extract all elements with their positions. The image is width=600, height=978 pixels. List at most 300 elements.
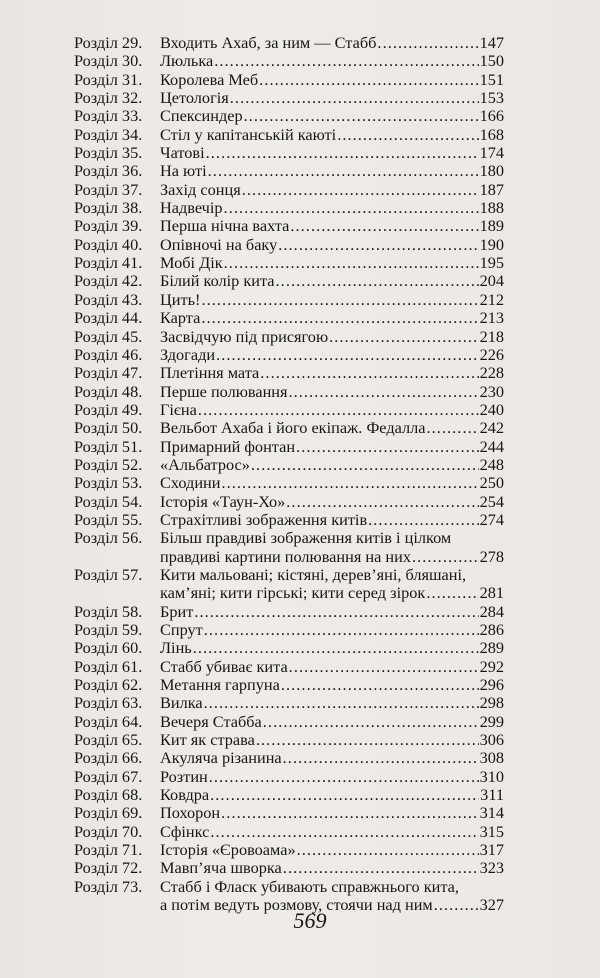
chapter-number: Розділ 35. <box>74 143 143 163</box>
chapter-number: Розділ 70. <box>74 821 143 841</box>
chapter-title-block <box>160 181 504 199</box>
chapter-title-line <box>160 676 504 694</box>
chapter-number: Розділ 45. <box>74 326 143 346</box>
chapter-title: Страхітливі зображення китів <box>160 509 368 529</box>
chapter-title-line <box>160 254 504 272</box>
chapter-page: 168 <box>479 124 504 144</box>
chapter-title-block <box>160 768 504 786</box>
toc-entry <box>74 309 504 327</box>
chapter-number: Розділ 53. <box>74 473 143 493</box>
chapter-page: 281 <box>479 583 504 603</box>
chapter-title-line <box>160 272 504 290</box>
chapter-title: Акуляча різанина <box>160 748 282 768</box>
chapter-page: 284 <box>479 601 504 621</box>
chapter-page: 195 <box>479 253 504 273</box>
toc-entry <box>74 603 504 621</box>
chapter-title-block <box>160 126 504 144</box>
chapter-title-line <box>160 71 504 89</box>
chapter-title-line <box>160 328 504 346</box>
chapter-title-line <box>160 768 504 786</box>
chapter-title: Більш правдиві зображення китів і цілком <box>160 528 452 548</box>
chapter-number: Розділ 36. <box>74 161 143 181</box>
dot-leader <box>242 181 479 199</box>
toc-entry <box>74 859 504 877</box>
chapter-page: 189 <box>479 216 504 236</box>
dot-leader <box>201 291 478 309</box>
chapter-title-block <box>160 713 504 731</box>
chapter-page: 147 <box>479 33 504 52</box>
toc-entry <box>74 804 504 822</box>
chapter-number: Розділ 66. <box>74 748 143 768</box>
chapter-title: Сходини <box>160 473 221 493</box>
chapter-page: 213 <box>479 308 504 328</box>
chapter-title-block <box>160 493 504 511</box>
chapter-number: Розділ 57. <box>74 564 143 584</box>
chapter-title-block <box>160 162 504 180</box>
dot-leader <box>283 749 479 767</box>
chapter-title-line <box>160 107 504 125</box>
chapter-title-line <box>160 364 504 382</box>
chapter-title: а потім ведуть розмову, стоячи над ним <box>160 895 433 915</box>
toc-entry <box>74 639 504 657</box>
toc-entry <box>74 328 504 346</box>
chapter-page: 298 <box>479 693 504 713</box>
dot-leader <box>198 401 479 419</box>
chapter-title-block <box>160 272 504 290</box>
chapter-title-line <box>160 493 504 511</box>
chapter-title: Історія «Єровоама» <box>160 840 296 860</box>
chapter-title-line <box>160 548 504 566</box>
chapter-title-line <box>160 89 504 107</box>
chapter-title-line <box>160 474 504 492</box>
chapter-page: 228 <box>479 363 504 383</box>
toc-entry <box>74 419 504 437</box>
chapter-page: 166 <box>479 106 504 126</box>
chapter-title-line <box>160 438 504 456</box>
chapter-title-line <box>160 566 504 584</box>
chapter-title-block <box>160 566 504 603</box>
toc-entry <box>74 364 504 382</box>
chapter-title: Кити мальовані; кістяні, дерев’яні, бляшані, <box>160 564 467 584</box>
chapter-title: Брит <box>160 601 194 621</box>
chapter-title: Білий колір кита <box>160 271 275 291</box>
chapter-title-line <box>160 511 504 529</box>
chapter-page: 286 <box>479 620 504 639</box>
dot-leader <box>283 859 479 877</box>
chapter-title-block <box>160 254 504 272</box>
chapter-number: Розділ 56. <box>74 528 143 548</box>
chapter-title-block <box>160 786 504 804</box>
chapter-number: Розділ 64. <box>74 711 143 731</box>
chapter-title-block <box>160 474 504 492</box>
chapter-title: «Альбатрос» <box>160 454 250 474</box>
chapter-title-block <box>160 217 504 235</box>
toc-entry <box>74 272 504 290</box>
dot-leader <box>216 346 479 364</box>
toc-entry <box>74 236 504 254</box>
dot-leader <box>276 272 479 290</box>
toc-entry <box>74 346 504 364</box>
toc-entry <box>74 511 504 529</box>
dot-leader <box>278 236 478 254</box>
toc-entry <box>74 144 504 162</box>
chapter-page: 308 <box>479 748 504 768</box>
chapter-number: Розділ 30. <box>74 51 143 71</box>
chapter-number: Розділ 38. <box>74 198 143 218</box>
chapter-page: 296 <box>479 675 504 695</box>
chapter-title-line <box>160 694 504 712</box>
chapter-title-block <box>160 199 504 217</box>
chapter-number: Розділ 43. <box>74 289 143 309</box>
toc-entry <box>74 529 504 566</box>
chapter-page: 240 <box>479 399 504 419</box>
chapter-title: Примарний фонтан <box>160 436 296 456</box>
chapter-title-block <box>160 529 504 566</box>
chapter-number: Розділ 63. <box>74 693 143 713</box>
dot-leader <box>209 768 479 786</box>
chapter-title-block <box>160 621 504 639</box>
chapter-number: Розділ 52. <box>74 454 143 474</box>
dot-leader <box>296 438 479 456</box>
chapter-title: Перше полювання <box>160 381 288 401</box>
chapter-title: Вельбот Ахаба і його екіпаж. Федалла <box>160 418 426 438</box>
chapter-number: Розділ 62. <box>74 675 143 695</box>
chapter-title: Цетологія <box>160 88 229 108</box>
chapter-title-block <box>160 89 504 107</box>
dot-leader <box>204 621 479 639</box>
chapter-title-block <box>160 309 504 327</box>
dot-leader <box>297 841 479 859</box>
toc-entry <box>74 126 504 144</box>
chapter-number: Розділ 65. <box>74 730 143 750</box>
chapter-title-line <box>160 144 504 162</box>
chapter-title-line <box>160 749 504 767</box>
chapter-title-line <box>160 878 504 896</box>
dot-leader <box>230 89 479 107</box>
chapter-title: Ковдра <box>160 785 210 805</box>
chapter-number: Розділ 44. <box>74 308 143 328</box>
toc-entry <box>74 658 504 676</box>
chapter-title-line <box>160 291 504 309</box>
chapter-title-block <box>160 401 504 419</box>
toc-entry <box>74 694 504 712</box>
chapter-title-line <box>160 584 504 602</box>
chapter-title-line <box>160 162 504 180</box>
chapter-title: Мобі Дік <box>160 253 223 273</box>
dot-leader <box>368 511 478 529</box>
toc-entry <box>74 749 504 767</box>
dot-leader <box>206 144 479 162</box>
dot-leader <box>426 419 478 437</box>
chapter-title: Здогади <box>160 344 216 364</box>
dot-leader <box>337 126 478 144</box>
dot-leader <box>221 474 478 492</box>
chapter-title: Стабб убиває кита <box>160 656 288 676</box>
chapter-title-line <box>160 181 504 199</box>
chapter-title-line <box>160 786 504 804</box>
toc-entry <box>74 89 504 107</box>
chapter-page: 244 <box>479 436 504 456</box>
chapter-page: 317 <box>479 840 504 860</box>
toc-entry <box>74 199 504 217</box>
chapter-page: 310 <box>479 766 504 786</box>
chapter-number: Розділ 69. <box>74 803 143 823</box>
page-number: 569 <box>293 908 327 933</box>
dot-leader <box>210 786 479 804</box>
chapter-number: Розділ 37. <box>74 179 143 199</box>
toc-entry <box>74 291 504 309</box>
chapter-title-line <box>160 456 504 474</box>
chapter-title-line <box>160 383 504 401</box>
chapter-page: 242 <box>479 418 504 438</box>
dot-leader <box>256 731 479 749</box>
table-of-contents <box>74 34 504 915</box>
chapter-page: 187 <box>479 179 504 199</box>
chapter-title: Спексиндер <box>160 106 243 126</box>
chapter-title: Розтин <box>160 766 208 786</box>
dot-leader <box>377 34 478 52</box>
chapter-title-line <box>160 841 504 859</box>
chapter-title-block <box>160 107 504 125</box>
dot-leader <box>201 309 478 327</box>
chapter-page: 292 <box>479 656 504 676</box>
chapter-title-block <box>160 694 504 712</box>
chapter-title-line <box>160 603 504 621</box>
chapter-title-block <box>160 603 504 621</box>
chapter-title-block <box>160 438 504 456</box>
toc-entry <box>74 493 504 511</box>
toc-entry <box>74 438 504 456</box>
chapter-title: Метання гарпуна <box>160 675 280 695</box>
chapter-title-block <box>160 639 504 657</box>
chapter-title: Королева Меб <box>160 69 259 89</box>
chapter-page: 150 <box>479 51 504 71</box>
chapter-title: Стіл у капітанській каюті <box>160 124 337 144</box>
toc-entry <box>74 621 504 639</box>
chapter-number: Розділ 42. <box>74 271 143 291</box>
chapter-title: Гієна <box>160 399 197 419</box>
chapter-number: Розділ 47. <box>74 363 143 383</box>
chapter-title-block <box>160 144 504 162</box>
chapter-title-line <box>160 823 504 841</box>
chapter-title-block <box>160 804 504 822</box>
chapter-number: Розділ 68. <box>74 785 143 805</box>
toc-entry <box>74 52 504 70</box>
toc-entry <box>74 768 504 786</box>
dot-leader <box>289 658 479 676</box>
chapter-page: 188 <box>479 198 504 218</box>
chapter-title-line <box>160 621 504 639</box>
chapter-page: 314 <box>479 803 504 823</box>
toc-entry <box>74 34 504 52</box>
dot-leader <box>224 199 479 217</box>
chapter-title-block <box>160 676 504 694</box>
chapter-title: Захід сонця <box>160 179 241 199</box>
chapter-number: Розділ 50. <box>74 418 143 438</box>
chapter-title: Вечеря Стабба <box>160 711 262 731</box>
toc-entry <box>74 731 504 749</box>
chapter-page: 218 <box>479 326 504 346</box>
chapter-number: Розділ 39. <box>74 216 143 236</box>
chapter-title: кам’яні; кити гірські; кити серед зірок <box>160 583 426 603</box>
chapter-title: Плетіння мата <box>160 363 260 383</box>
chapter-title-block <box>160 328 504 346</box>
chapter-title-block <box>160 34 504 52</box>
chapter-title-block <box>160 364 504 382</box>
chapter-number: Розділ 60. <box>74 638 143 658</box>
chapter-page: 311 <box>480 785 504 805</box>
chapter-title: Кит як страва <box>160 730 255 750</box>
chapter-number: Розділ 51. <box>74 436 143 456</box>
chapter-number: Розділ 61. <box>74 656 143 676</box>
dot-leader <box>290 217 478 235</box>
toc-entry <box>74 162 504 180</box>
chapter-title: Вилка <box>160 693 203 713</box>
chapter-title-line <box>160 713 504 731</box>
chapter-title-block <box>160 383 504 401</box>
chapter-page: 174 <box>479 143 504 163</box>
chapter-number: Розділ 41. <box>74 253 143 273</box>
chapter-page: 289 <box>479 638 504 658</box>
chapter-title-line <box>160 639 504 657</box>
dot-leader <box>251 456 479 474</box>
toc-entry <box>74 401 504 419</box>
chapter-title-line <box>160 658 504 676</box>
toc-entry <box>74 786 504 804</box>
chapter-title-line <box>160 401 504 419</box>
chapter-title: Карта <box>160 308 201 328</box>
chapter-title: Опівночі на баку <box>160 234 278 254</box>
chapter-title-block <box>160 511 504 529</box>
chapter-number: Розділ 55. <box>74 509 143 529</box>
chapter-page: 250 <box>479 473 504 493</box>
chapter-title: Стабб і Фласк убивають справжнього кита, <box>160 876 459 896</box>
chapter-title-line <box>160 804 504 822</box>
chapter-title-line <box>160 199 504 217</box>
chapter-title-line <box>160 529 504 547</box>
chapter-title: Спрут <box>160 620 203 639</box>
chapter-title: правдиві картини полювання на них <box>160 546 411 566</box>
chapter-title-line <box>160 346 504 364</box>
chapter-title: Чатові <box>160 143 205 163</box>
dot-leader <box>221 804 478 822</box>
chapter-title: Засвідчую під присягою <box>160 326 329 346</box>
chapter-title: Цить! <box>160 289 201 309</box>
chapter-title-line <box>160 34 504 52</box>
toc-entry <box>74 566 504 603</box>
chapter-page: 190 <box>479 234 504 254</box>
chapter-page: 254 <box>479 491 504 511</box>
toc-entry <box>74 383 504 401</box>
toc-entry <box>74 107 504 125</box>
chapter-number: Розділ 48. <box>74 381 143 401</box>
chapter-title-line <box>160 236 504 254</box>
toc-entry <box>74 181 504 199</box>
dot-leader <box>193 639 479 657</box>
chapter-title-block <box>160 823 504 841</box>
chapter-title: На юті <box>160 161 207 181</box>
chapter-number: Розділ 29. <box>74 33 143 52</box>
chapter-title-block <box>160 236 504 254</box>
chapter-title-line <box>160 731 504 749</box>
chapter-title-block <box>160 658 504 676</box>
toc-entry <box>74 823 504 841</box>
chapter-title: Надвечір <box>160 198 223 218</box>
chapter-page: 230 <box>479 381 504 401</box>
chapter-page: 204 <box>479 271 504 291</box>
dot-leader <box>426 584 478 602</box>
dot-leader <box>281 676 479 694</box>
chapter-title-block <box>160 749 504 767</box>
chapter-title-block <box>160 419 504 437</box>
toc-entry <box>74 456 504 474</box>
chapter-page: 274 <box>479 509 504 529</box>
dot-leader <box>224 254 479 272</box>
dot-leader <box>214 52 478 70</box>
dot-leader <box>210 823 478 841</box>
chapter-title-block <box>160 71 504 89</box>
chapter-page: 306 <box>479 730 504 750</box>
chapter-page: 226 <box>479 344 504 364</box>
chapter-title-block <box>160 841 504 859</box>
chapter-number: Розділ 73. <box>74 876 143 896</box>
dot-leader <box>260 364 478 382</box>
toc-entry <box>74 254 504 272</box>
chapter-title: Люлька <box>160 51 214 71</box>
chapter-title-line <box>160 52 504 70</box>
chapter-page: 153 <box>479 88 504 108</box>
chapter-title-line <box>160 217 504 235</box>
chapter-title-block <box>160 731 504 749</box>
chapter-number: Розділ 40. <box>74 234 143 254</box>
chapter-page: 327 <box>479 895 504 915</box>
chapter-page: 299 <box>479 711 504 731</box>
dot-leader <box>286 493 478 511</box>
dot-leader <box>412 548 479 566</box>
chapter-title: Лінь <box>160 638 192 658</box>
dot-leader <box>329 328 478 346</box>
chapter-title-block <box>160 291 504 309</box>
chapter-page: 248 <box>479 454 504 474</box>
chapter-number: Розділ 54. <box>74 491 143 511</box>
dot-leader <box>208 162 479 180</box>
dot-leader <box>289 383 479 401</box>
chapter-title: Похорон <box>160 803 221 823</box>
dot-leader <box>204 694 479 712</box>
chapter-number: Розділ 33. <box>74 106 143 126</box>
chapter-title-block <box>160 859 504 877</box>
chapter-title: Сфінкс <box>160 821 210 841</box>
chapter-number: Розділ 67. <box>74 766 143 786</box>
chapter-number: Розділ 72. <box>74 858 143 878</box>
toc-entry <box>74 676 504 694</box>
dot-leader <box>194 603 478 621</box>
dot-leader <box>259 71 478 89</box>
chapter-title-line <box>160 309 504 327</box>
chapter-title: Входить Ахаб, за ним — Стабб <box>160 33 377 52</box>
chapter-page: 151 <box>479 69 504 89</box>
chapter-title-line <box>160 126 504 144</box>
chapter-title-line <box>160 419 504 437</box>
chapter-page: 212 <box>479 289 504 309</box>
chapter-title: Історія «Таун-Хо» <box>160 491 286 511</box>
chapter-number: Розділ 34. <box>74 124 143 144</box>
dot-leader <box>263 713 479 731</box>
chapter-number: Розділ 59. <box>74 620 143 639</box>
toc-entry <box>74 71 504 89</box>
toc-entry <box>74 474 504 492</box>
chapter-page: 180 <box>479 161 504 181</box>
